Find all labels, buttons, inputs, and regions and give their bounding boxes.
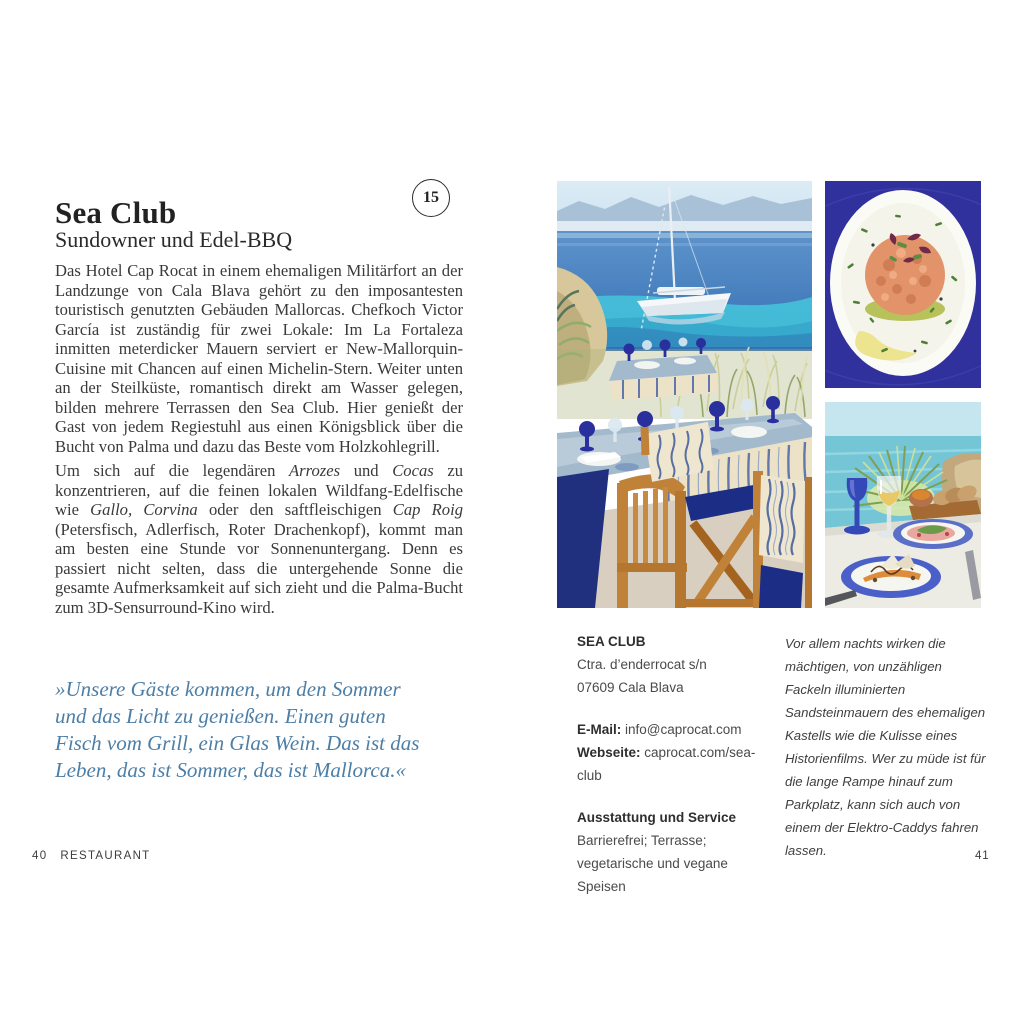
page-number-right: 41 <box>975 850 990 862</box>
pull-quote: »Unsere Gäste kommen, um den Sommer und das Licht zu genießen. Einen guten Fisch vom Grill, ein Glas Wein. Das ist das Leben, das ist Sommer, das ist Mallorca.« <box>55 677 420 782</box>
text-run: Um sich auf die legendären <box>55 461 290 480</box>
address-line-2: 07609 Cala Blava <box>577 680 684 695</box>
italic-term: Arrozes <box>289 461 341 480</box>
detail-paragraph <box>55 461 463 617</box>
tip-note: Vor allem nachts wirken die mächtigen, von unzähligen Fackeln illuminierten Sandsteinmauern des ehemaligen Kastells wie die Kulisse eines Historienfilms. Wer zu müde ist für die lange Rampe hinauf zum Parkplatz, kann sich auch von einem der Elektro-Caddys fahren lassen. <box>785 636 986 858</box>
address-block <box>577 630 777 699</box>
email-value: info@caprocat.com <box>625 722 742 737</box>
terrace-sea-photo <box>557 181 812 608</box>
entry-number: 15 <box>423 189 439 206</box>
back-table <box>609 338 717 402</box>
left-page-footer <box>32 850 151 862</box>
entry-number-badge <box>412 179 450 217</box>
salmon-tartare-photo <box>825 181 981 388</box>
page-title: Sea Club <box>55 194 177 230</box>
italic-term: Gallo, Corvina <box>90 500 198 519</box>
text-run: (Petersfisch, Adlerfisch, Roter Drachenkopf), kommt man am besten eine Stunde vor Sonnenuntergang. Denn es passiert nicht selten, dass die untergehende Sonne die gesamte Aufmerksamkeit auf sich zieht und die Palma-Bucht zum 3D-Sensurround-Kino wird. <box>55 519 463 617</box>
website-row <box>577 741 777 787</box>
address-line-1: Ctra. d’enderrocat s/n <box>577 657 707 672</box>
service-heading: Ausstattung und Service <box>577 810 737 825</box>
page-subtitle: Sundowner und Edel-BBQ <box>55 227 293 253</box>
section-label: RESTAURANT <box>60 850 151 862</box>
intro-paragraph: Das Hotel Cap Rocat in einem ehemaligen Militärfort an der Landzunge von Cala Blava gehört zu den imposantesten touristisch genutzten Gebäuden Mallorcas. Chefkoch Victor García ist zuständig für zwei Lokale: Im La Fortaleza inmitten meterdicker Mauern serviert er New-Mallorquin-Cuisine mit Chancen auf einen Michelin-Stern. Weiter unten an der Steilküste, romantisch direkt am Wasser gelegen, bilden mehrere Terrassen den Sea Club. Hier genießt der Gast von jedem Regiestuhl aus einen Königsblick über die Bucht von Palma und dazu das Beste vom Holzkohlegrill. <box>55 261 463 456</box>
links-block <box>577 718 777 787</box>
text-run: oder den saftfleischigen <box>197 500 393 519</box>
website-value: caprocat.com/sea-club <box>577 745 756 783</box>
carpaccio-plate <box>893 519 973 549</box>
email-row <box>577 718 777 741</box>
venue-name: SEA CLUB <box>577 634 646 649</box>
email-label: E-Mail: <box>577 722 622 737</box>
contact-block <box>577 630 777 917</box>
italic-term: Cap Roig <box>392 500 463 519</box>
website-label: Webseite: <box>577 745 641 760</box>
text-run: zu konzentrieren, auf die feinen lokalen Wildfang-Edelfische wie <box>55 461 464 519</box>
italic-term: Cocas <box>392 461 434 480</box>
service-block <box>577 806 777 898</box>
table-setting-photo <box>825 402 981 608</box>
page-number-left: 40 <box>32 850 48 862</box>
service-text: Barrierefrei; Terrasse; vegetarische und vegane Speisen <box>577 833 728 894</box>
right-page-footer <box>975 850 989 862</box>
text-run: und <box>340 461 393 480</box>
